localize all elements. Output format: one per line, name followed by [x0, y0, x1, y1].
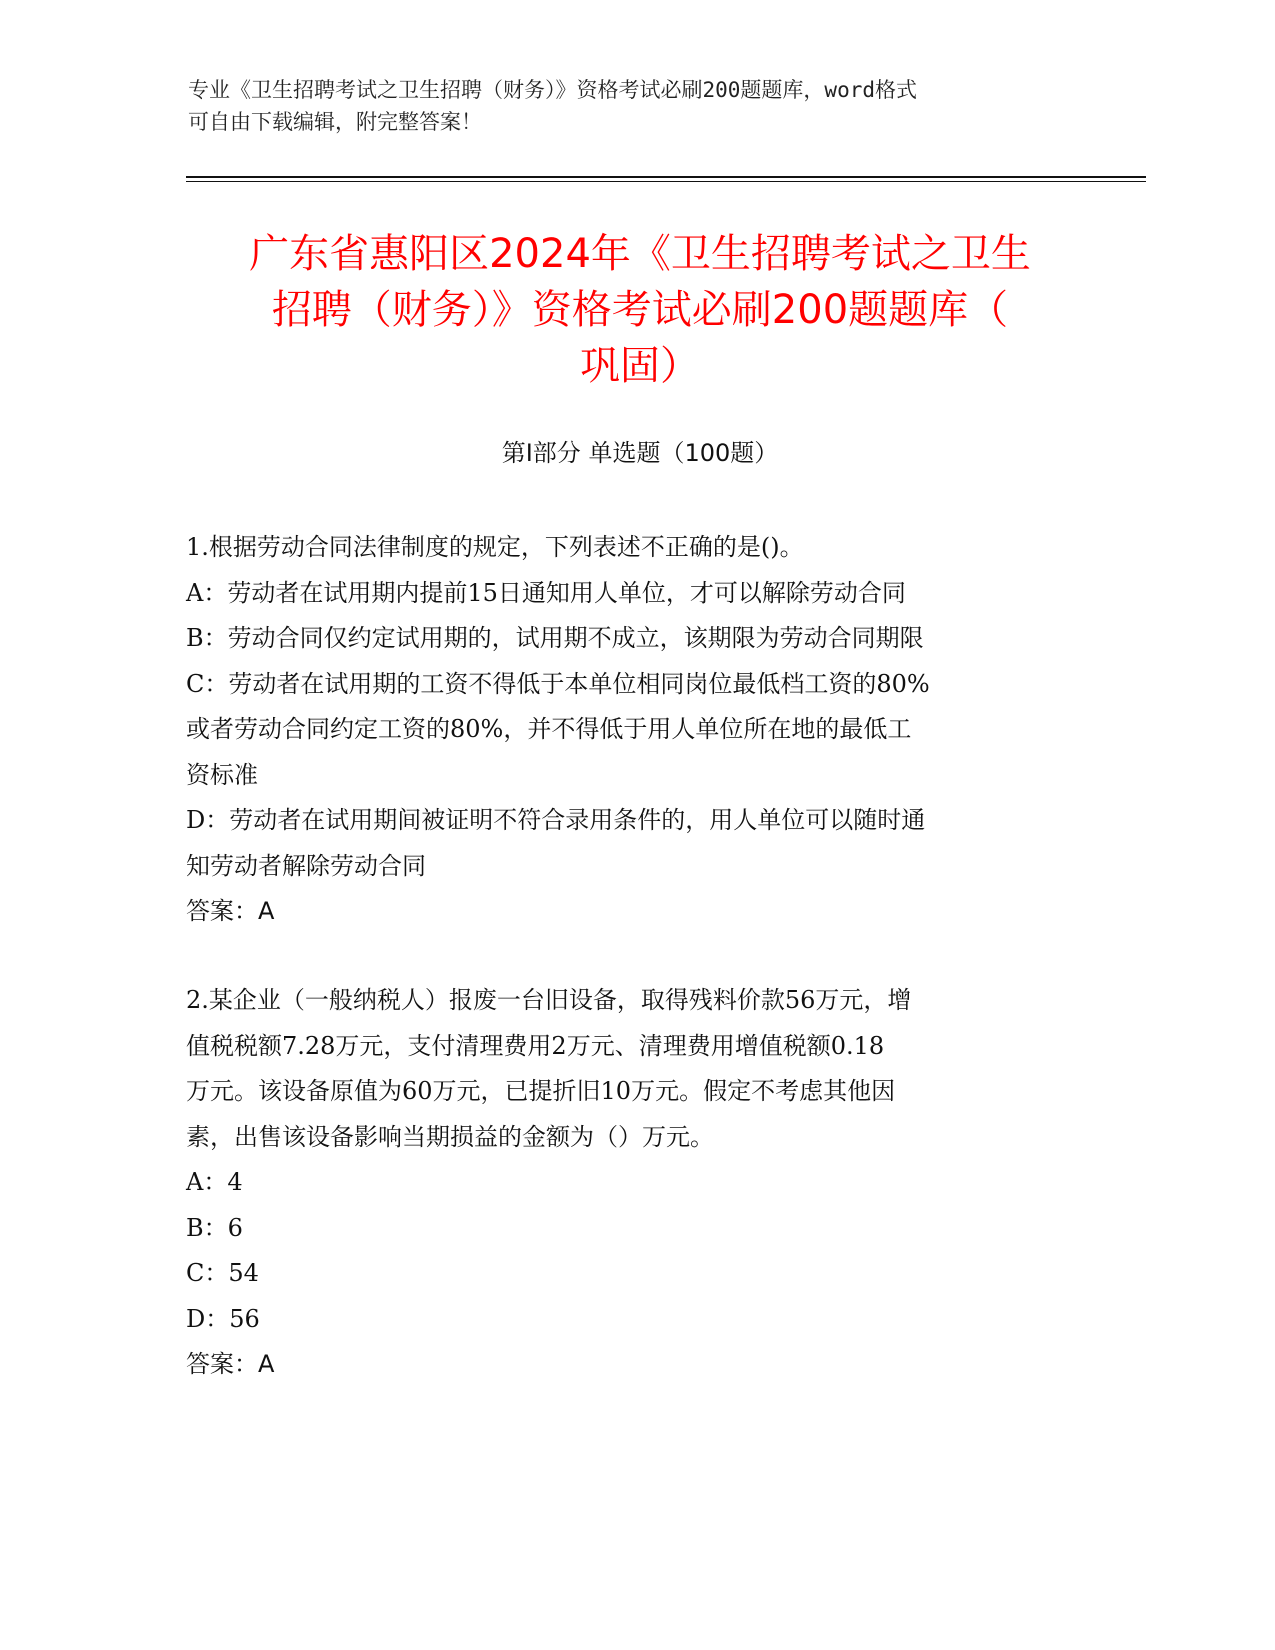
- question-1-option-c-cont-1: 或者劳动合同约定工资的80%，并不得低于用人单位所在地的最低工: [186, 715, 912, 743]
- header-divider-thin: [186, 181, 1146, 182]
- question-1-option-a: A：劳动者在试用期内提前15日通知用人单位，才可以解除劳动合同: [186, 578, 906, 607]
- document-title: [180, 226, 1100, 394]
- question-2-option-c: C：54: [186, 1259, 259, 1287]
- question-2-option-b: B：6: [186, 1213, 243, 1242]
- title-line-1: 广东省惠阳区2024年《卫生招聘考试之卫生: [249, 231, 1031, 277]
- question-1: [186, 525, 1086, 935]
- section-heading: 第Ⅰ部分 单选题（100题）: [501, 439, 779, 467]
- header-note: [188, 74, 1088, 138]
- header-note-line-1: 专业《卫生招聘考试之卫生招聘（财务）》资格考试必刷200题题库，word格式: [188, 78, 917, 102]
- question-2-option-a: A：4: [186, 1168, 243, 1196]
- title-line-3: 巩固）: [580, 343, 700, 389]
- question-2-stem-line-1: 2.某企业（一般纳税人）报废一台旧设备，取得残料价款56万元，增: [186, 986, 912, 1014]
- question-1-option-c-cont-2: 资标准: [186, 760, 258, 789]
- question-1-option-d: D：劳动者在试用期间被证明不符合录用条件的，用人单位可以随时通: [186, 806, 926, 834]
- question-1-option-c: C：劳动者在试用期的工资不得低于本单位相同岗位最低档工资的80%: [186, 669, 930, 698]
- question-2: [186, 978, 1086, 1388]
- question-1-stem: 1.根据劳动合同法律制度的规定，下列表述不正确的是()。: [186, 533, 804, 561]
- header-note-line-2: 可自由下载编辑，附完整答案！: [188, 110, 482, 134]
- question-1-option-b: B：劳动合同仅约定试用期的，试用期不成立，该期限为劳动合同期限: [186, 624, 924, 652]
- question-2-answer: 答案：A: [186, 1350, 275, 1378]
- question-2-stem-line-2: 值税税额7.28万元，支付清理费用2万元、清理费用增值税额0.18: [186, 1031, 885, 1060]
- question-2-stem-line-4: 素，出售该设备影响当期损益的金额为（）万元。: [186, 1122, 714, 1151]
- question-1-answer: 答案：A: [186, 897, 275, 925]
- title-line-2: 招聘（财务）》资格考试必刷200题题库（: [271, 287, 1009, 333]
- question-2-option-d: D：56: [186, 1304, 260, 1333]
- question-2-stem-line-3: 万元。该设备原值为60万元，已提折旧10万元。假定不考虑其他因: [186, 1077, 896, 1105]
- question-1-option-d-cont: 知劳动者解除劳动合同: [186, 851, 426, 880]
- header-divider-thick: [186, 176, 1146, 178]
